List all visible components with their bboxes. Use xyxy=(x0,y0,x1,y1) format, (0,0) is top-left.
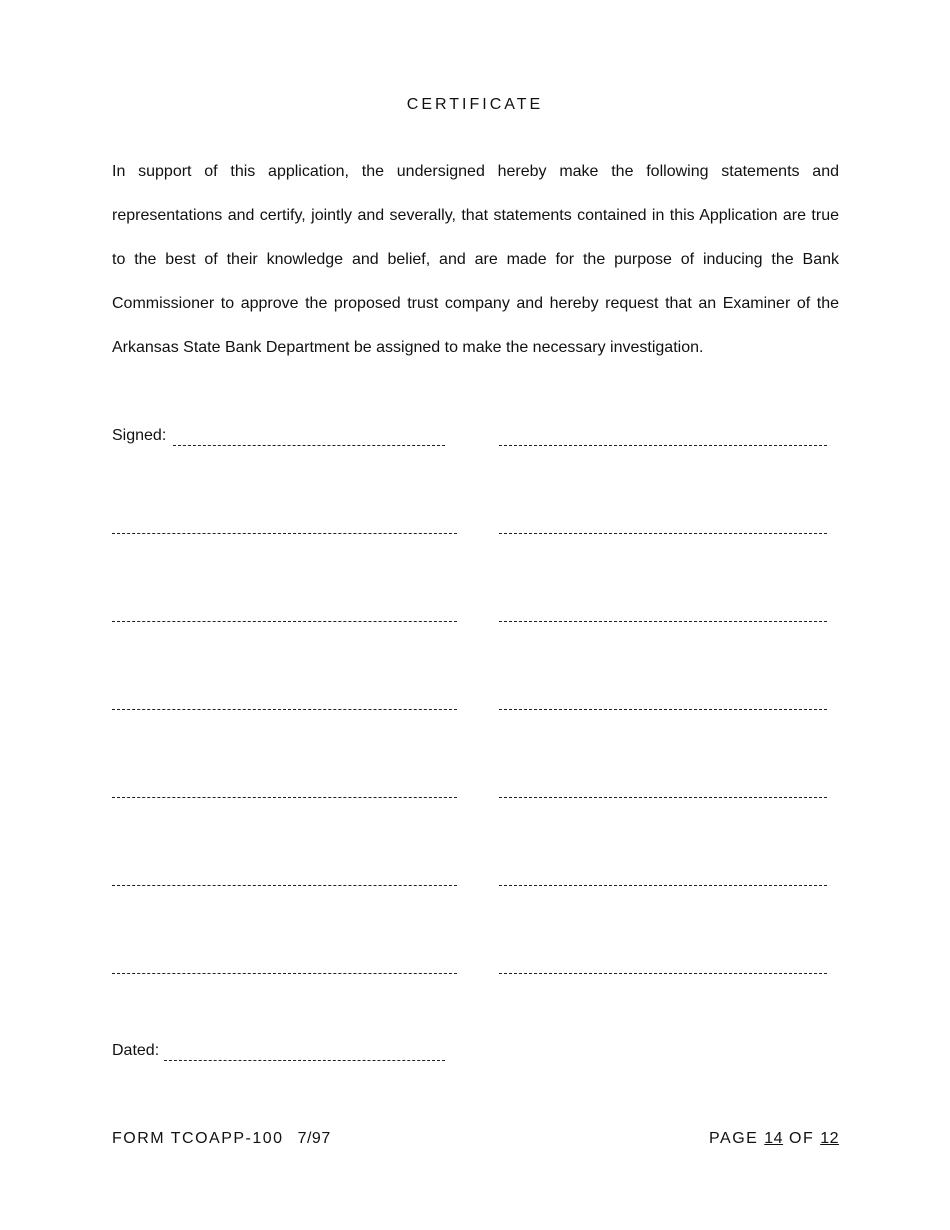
signature-blank xyxy=(499,445,827,446)
signature-line-7-left[interactable] xyxy=(112,952,457,976)
signature-line-1-left[interactable] xyxy=(112,424,457,448)
signature-row-3 xyxy=(112,600,839,624)
signature-blank xyxy=(499,973,827,974)
signature-blank xyxy=(499,709,827,710)
dated-row xyxy=(112,1039,839,1063)
signature-blank xyxy=(112,709,457,710)
dated-label: Dated: xyxy=(112,1042,160,1059)
signature-line-5-right[interactable] xyxy=(499,776,827,800)
signature-blank xyxy=(499,797,827,798)
signature-line-5-left[interactable] xyxy=(112,776,457,800)
signed-label: Signed: xyxy=(112,427,167,444)
signature-line-1-right[interactable] xyxy=(499,424,827,448)
signature-row-7 xyxy=(112,952,839,976)
signed-blank xyxy=(173,445,445,446)
signature-row-2 xyxy=(112,512,839,536)
page-label: PAGE xyxy=(709,1130,759,1147)
form-identifier xyxy=(112,1130,331,1148)
signature-row-6 xyxy=(112,864,839,888)
signature-line-2-right[interactable] xyxy=(499,512,827,536)
dated-line[interactable] xyxy=(112,1039,457,1063)
signature-row-4 xyxy=(112,688,839,712)
signature-blank xyxy=(112,621,457,622)
page-total: 12 xyxy=(820,1130,839,1147)
signature-line-3-right[interactable] xyxy=(499,600,827,624)
signature-line-4-left[interactable] xyxy=(112,688,457,712)
signature-line-6-left[interactable] xyxy=(112,864,457,888)
of-label: OF xyxy=(789,1130,815,1147)
signature-line-4-right[interactable] xyxy=(499,688,827,712)
signature-blank xyxy=(499,621,827,622)
signature-line-3-left[interactable] xyxy=(112,600,457,624)
signature-blank xyxy=(499,533,827,534)
form-id: FORM TCOAPP-100 xyxy=(112,1130,284,1147)
signature-line-6-right[interactable] xyxy=(499,864,827,888)
signature-line-2-left[interactable] xyxy=(112,512,457,536)
signature-blank xyxy=(112,885,457,886)
page-indicator xyxy=(709,1130,839,1148)
signature-blank xyxy=(112,533,457,534)
signature-row-5 xyxy=(112,776,839,800)
signature-line-7-right[interactable] xyxy=(499,952,827,976)
signature-blank xyxy=(499,885,827,886)
page-number: 14 xyxy=(764,1130,784,1147)
document-title: CERTIFICATE xyxy=(406,96,544,113)
dated-blank xyxy=(164,1060,445,1061)
certificate-paragraph: In support of this application, the undersigned hereby make the following statements and representations and certify, jointly and severally, that statements contained in this Application are true to the best of their knowledge and belief, and are made for the purpose of inducing the Bank Commissioner to approve the proposed trust company and hereby request that an Examiner of the Arkansas State Bank Department be assigned to make the necessary investigation. xyxy=(112,163,839,356)
signature-blank xyxy=(112,973,457,974)
signature-blank xyxy=(112,797,457,798)
form-date: 7/97 xyxy=(297,1130,331,1147)
signature-row-1 xyxy=(112,424,839,448)
